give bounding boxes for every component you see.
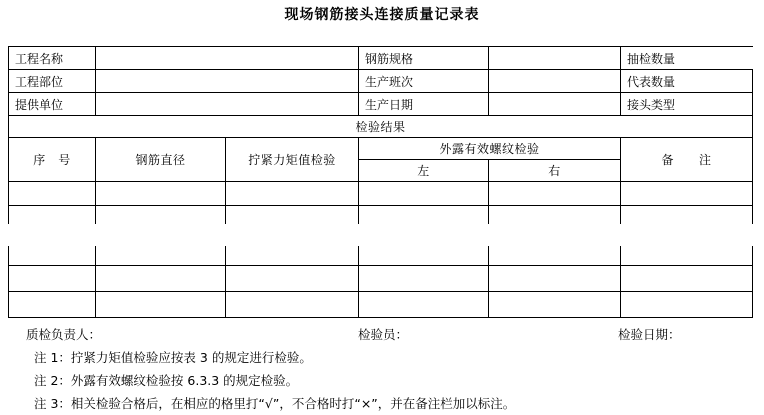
supplier-label: 提供单位: [9, 93, 96, 116]
note-3: 注 3：相关检验合格后，在相应的格里打“√”，不合格时打“×”，并在备注栏加以标注。: [34, 396, 516, 411]
col-thread: 外露有效螺纹检验: [359, 138, 621, 160]
supplier-value[interactable]: [96, 93, 359, 116]
production-date-label: 生产日期: [359, 93, 489, 116]
table-row: [9, 182, 753, 206]
col-thread-left: 左: [359, 160, 489, 182]
section-title: 检验结果: [9, 116, 753, 138]
shift-value[interactable]: [489, 70, 621, 93]
table-row: [9, 206, 753, 226]
project-name-value[interactable]: [96, 47, 359, 70]
joint-type-label: 接头类型: [621, 93, 753, 116]
table-break: [6, 224, 754, 246]
note-1: 注 1：拧紧力矩值检验应按表 3 的规定进行检验。: [34, 350, 312, 365]
column-header-row: [9, 138, 753, 160]
project-name-label: 工程名称: [9, 47, 96, 70]
project-part-value[interactable]: [96, 70, 359, 93]
rebar-spec-label: 钢筋规格: [359, 47, 489, 70]
header-row: [9, 70, 753, 93]
rebar-spec-value[interactable]: [489, 47, 621, 70]
col-torque: 拧紧力矩值检验: [226, 138, 359, 182]
col-diameter: 钢筋直径: [96, 138, 226, 182]
col-remark: 备 注: [621, 138, 753, 182]
col-seq: 序 号: [9, 138, 96, 182]
col-thread-right: 右: [489, 160, 621, 182]
header-row: [9, 93, 753, 116]
represent-qty-label: 代表数量: [621, 70, 753, 93]
inspection-date-label: 检验日期：: [618, 327, 681, 342]
sample-qty-label: 抽检数量: [621, 47, 753, 70]
record-table: [8, 46, 753, 318]
header-row: [9, 47, 753, 70]
inspector-chief-label: 质检负责人：: [26, 327, 102, 342]
record-form: [8, 46, 752, 316]
table-row: [9, 292, 753, 318]
production-date-value[interactable]: [489, 93, 621, 116]
section-row: [9, 116, 753, 138]
inspector-label: 检验员：: [358, 327, 409, 342]
page-title: 现场钢筋接头连接质量记录表: [284, 7, 480, 23]
shift-label: 生产班次: [359, 70, 489, 93]
project-part-label: 工程部位: [9, 70, 96, 93]
note-2: 注 2：外露有效螺纹检验按 6.3.3 的规定检验。: [34, 373, 299, 388]
table-row: [9, 266, 753, 292]
